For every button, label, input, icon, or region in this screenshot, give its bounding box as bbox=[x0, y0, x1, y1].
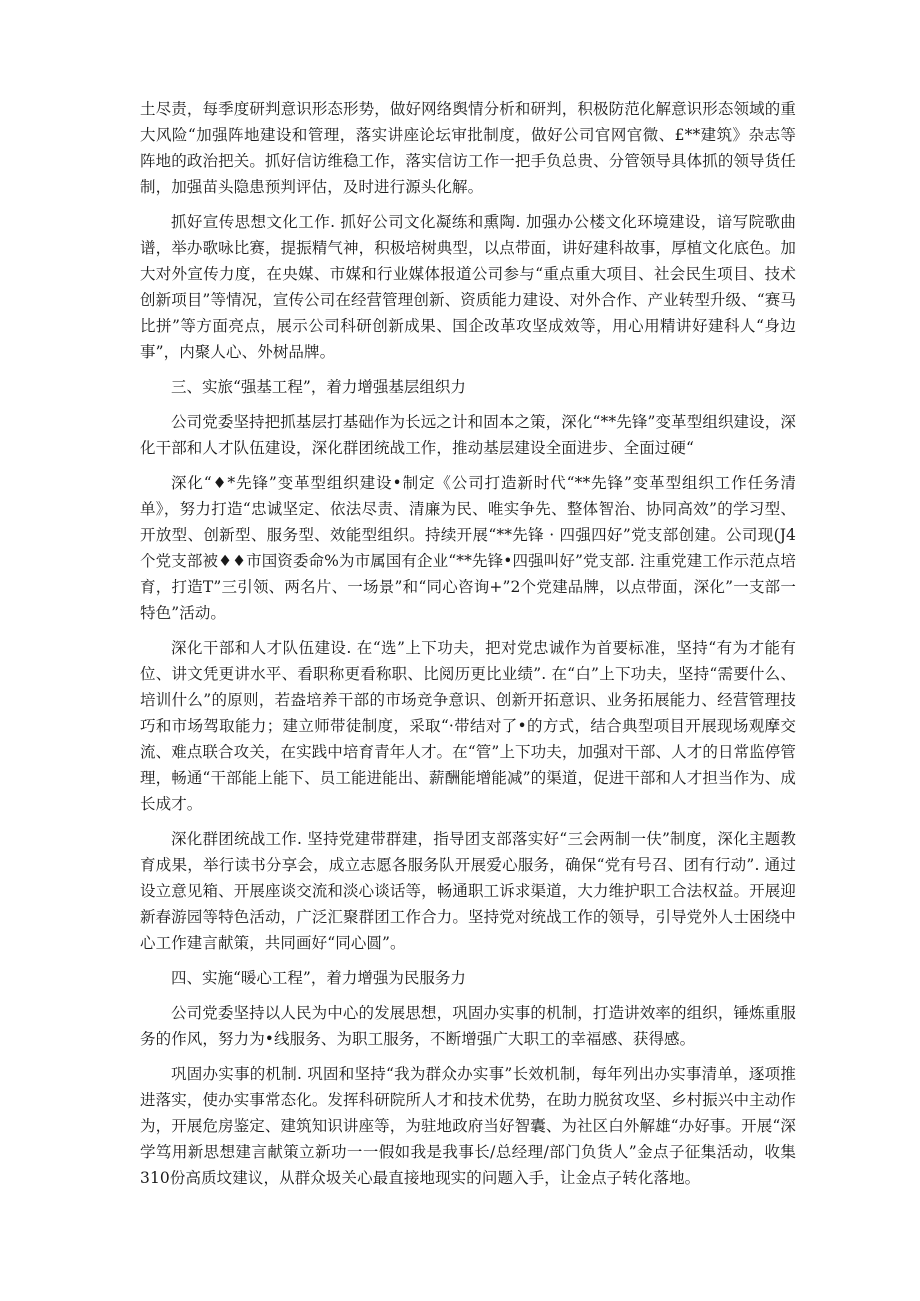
section-heading-4: 四、实施“暖心工程”，着力增强为民服务力 bbox=[171, 969, 466, 987]
paragraph-7: 公司党委坚持以人民为中心的发展思想，巩固办实事的机制，打造讲效率的组织，锤炼重服务的作风，努力为•线服务、为职工服务，不断增强广大职工的幸福感、获得感。 bbox=[140, 1004, 796, 1048]
paragraph-6: 深化群团统战工作. 坚持党建带群建，指导团支部落实好“三会两制一伕”制度，深化主题教育成果，举行读书分享会，成立志愿各服务队开展爱心服务，确保“党有号召、团有行动”. 通过设立意见箱、开展座谈交流和淡心谈话等，畅通职工诉求渠道，大力维护职工合法权益。开展迎新春游园等特色活动，广泛汇聚群团工作合力。坚持党对统战工作的领导，引导党外人士困绕中心工作建言献策，共同画好“同心圆”。 bbox=[140, 830, 796, 952]
paragraph-2: 抓好宣传思想文化工作. 抓好公司文化凝练和熏陶. 加强办公楼文化环境建设，谙写院歌曲谱，举办歌咏比赛，提振精气神，积极培树典型，以点带面，讲好建科故事，厚植文化底色。加大对外宣传力度，在央媒、市媒和行业媒体报道公司参与“重点重大项目、社会民生项目、技术创新项目”等情况，宣传公司在经营管理创新、资质能力建设、对外合作、产业转型升级、“赛马比拼”等方面亮点，展示公司科研创新成果、国企改革攻坚成效等，用心用精讲好建科人“身边事”，内聚人心、外树品牌。 bbox=[140, 213, 796, 361]
paragraph-5: 深化干部和人才队伍建设. 在“选”上下功夫，把对党忠诚作为首要标准，坚持“有为才能有位、讲文凭更讲水平、看职称更看称职、比阅历更比业绩”. 在“白”上下功夫，坚持“需要什么、培训什么”的原则，若盎培养干部的市场竞争意识、创新开拓意识、业务拓展能力、经营管理技巧和市场驾取能力；建立师带徒制度，采取“·带结对了•的方式，结合典型项目开展现场观摩交流、难点联合攻关，在实践中培育青年人才。在“管”上下功夫，加强对干部、人才的日常监停管理，畅通“干部能上能下、员工能进能出、薪酬能增能减”的渠道，促进干部和人才担当作为、成长成才。 bbox=[140, 639, 796, 813]
paragraph-4: 深化“♦*先锋”变革型组织建设•制定《公司打造新时代“**先锋”变革型组织工作任务清单》，努力打造“忠诚坚定、依法尽责、清廉为民、唯实争先、整体智治、协同高效”的学习型、开放型、创新型、服务型、效能型组织。持续开展“**先锋 · 四强四好”党支部创建。公司现(J4个党支部被♦♦市国资委命%为市属国有企业“**先锋•四强叫好”党支部. 注重党建工作示范点培育，打造T”三引领、两名片、一场景”和“同心咨询+”2个党建品牌，以点带面，深化”一支部一特色”活动。 bbox=[140, 474, 796, 622]
section-heading-3: 三、实旅“强基工程”，着力增强基层组织力 bbox=[171, 378, 466, 396]
paragraph-1: 土尽责，每季度研判意识形态形势，做好网络舆情分析和研判，积极防范化解意识形态领域的重大风险“加强阵地建设和管理，落实讲座论坛审批制度，做好公司官网官微、£**建筑》杂志等阵地的政治把关。抓好信访维稳工作，落实信访工作一把手负总贵、分管领导具体抓的领导货任制，加强苗头隐患预判评估，及时进行源头化解。 bbox=[140, 100, 796, 196]
paragraph-3: 公司党委坚持把抓基层打基础作为长远之计和固本之策，深化“**先锋”变革型组织建设，深化干部和人才队伍建设，深化群团统战工作，推动基层建设全面进步、全面过硬“ bbox=[140, 413, 796, 457]
paragraph-8: 巩固办实事的机制. 巩固和坚持“我为群众办实事”长效机制，每年列出办实事清单，逐项推进落实，使办实事常态化。发挥科研院所人才和技术优势，在助力脱贫攻坚、乡村振兴中主动作为，开展危房鉴定、建筑知识讲座等，为驻地政府当好智囊、为社区白外解雄“办好事。开展“深学笃用新思想建言献策立新功一一假如我是我事长/总经理/部门负货人”金点子征集活动，收集310份高质坟建议，从群众圾关心最直接地现实的问题入手，让金点子转化落地。 bbox=[140, 1065, 796, 1187]
